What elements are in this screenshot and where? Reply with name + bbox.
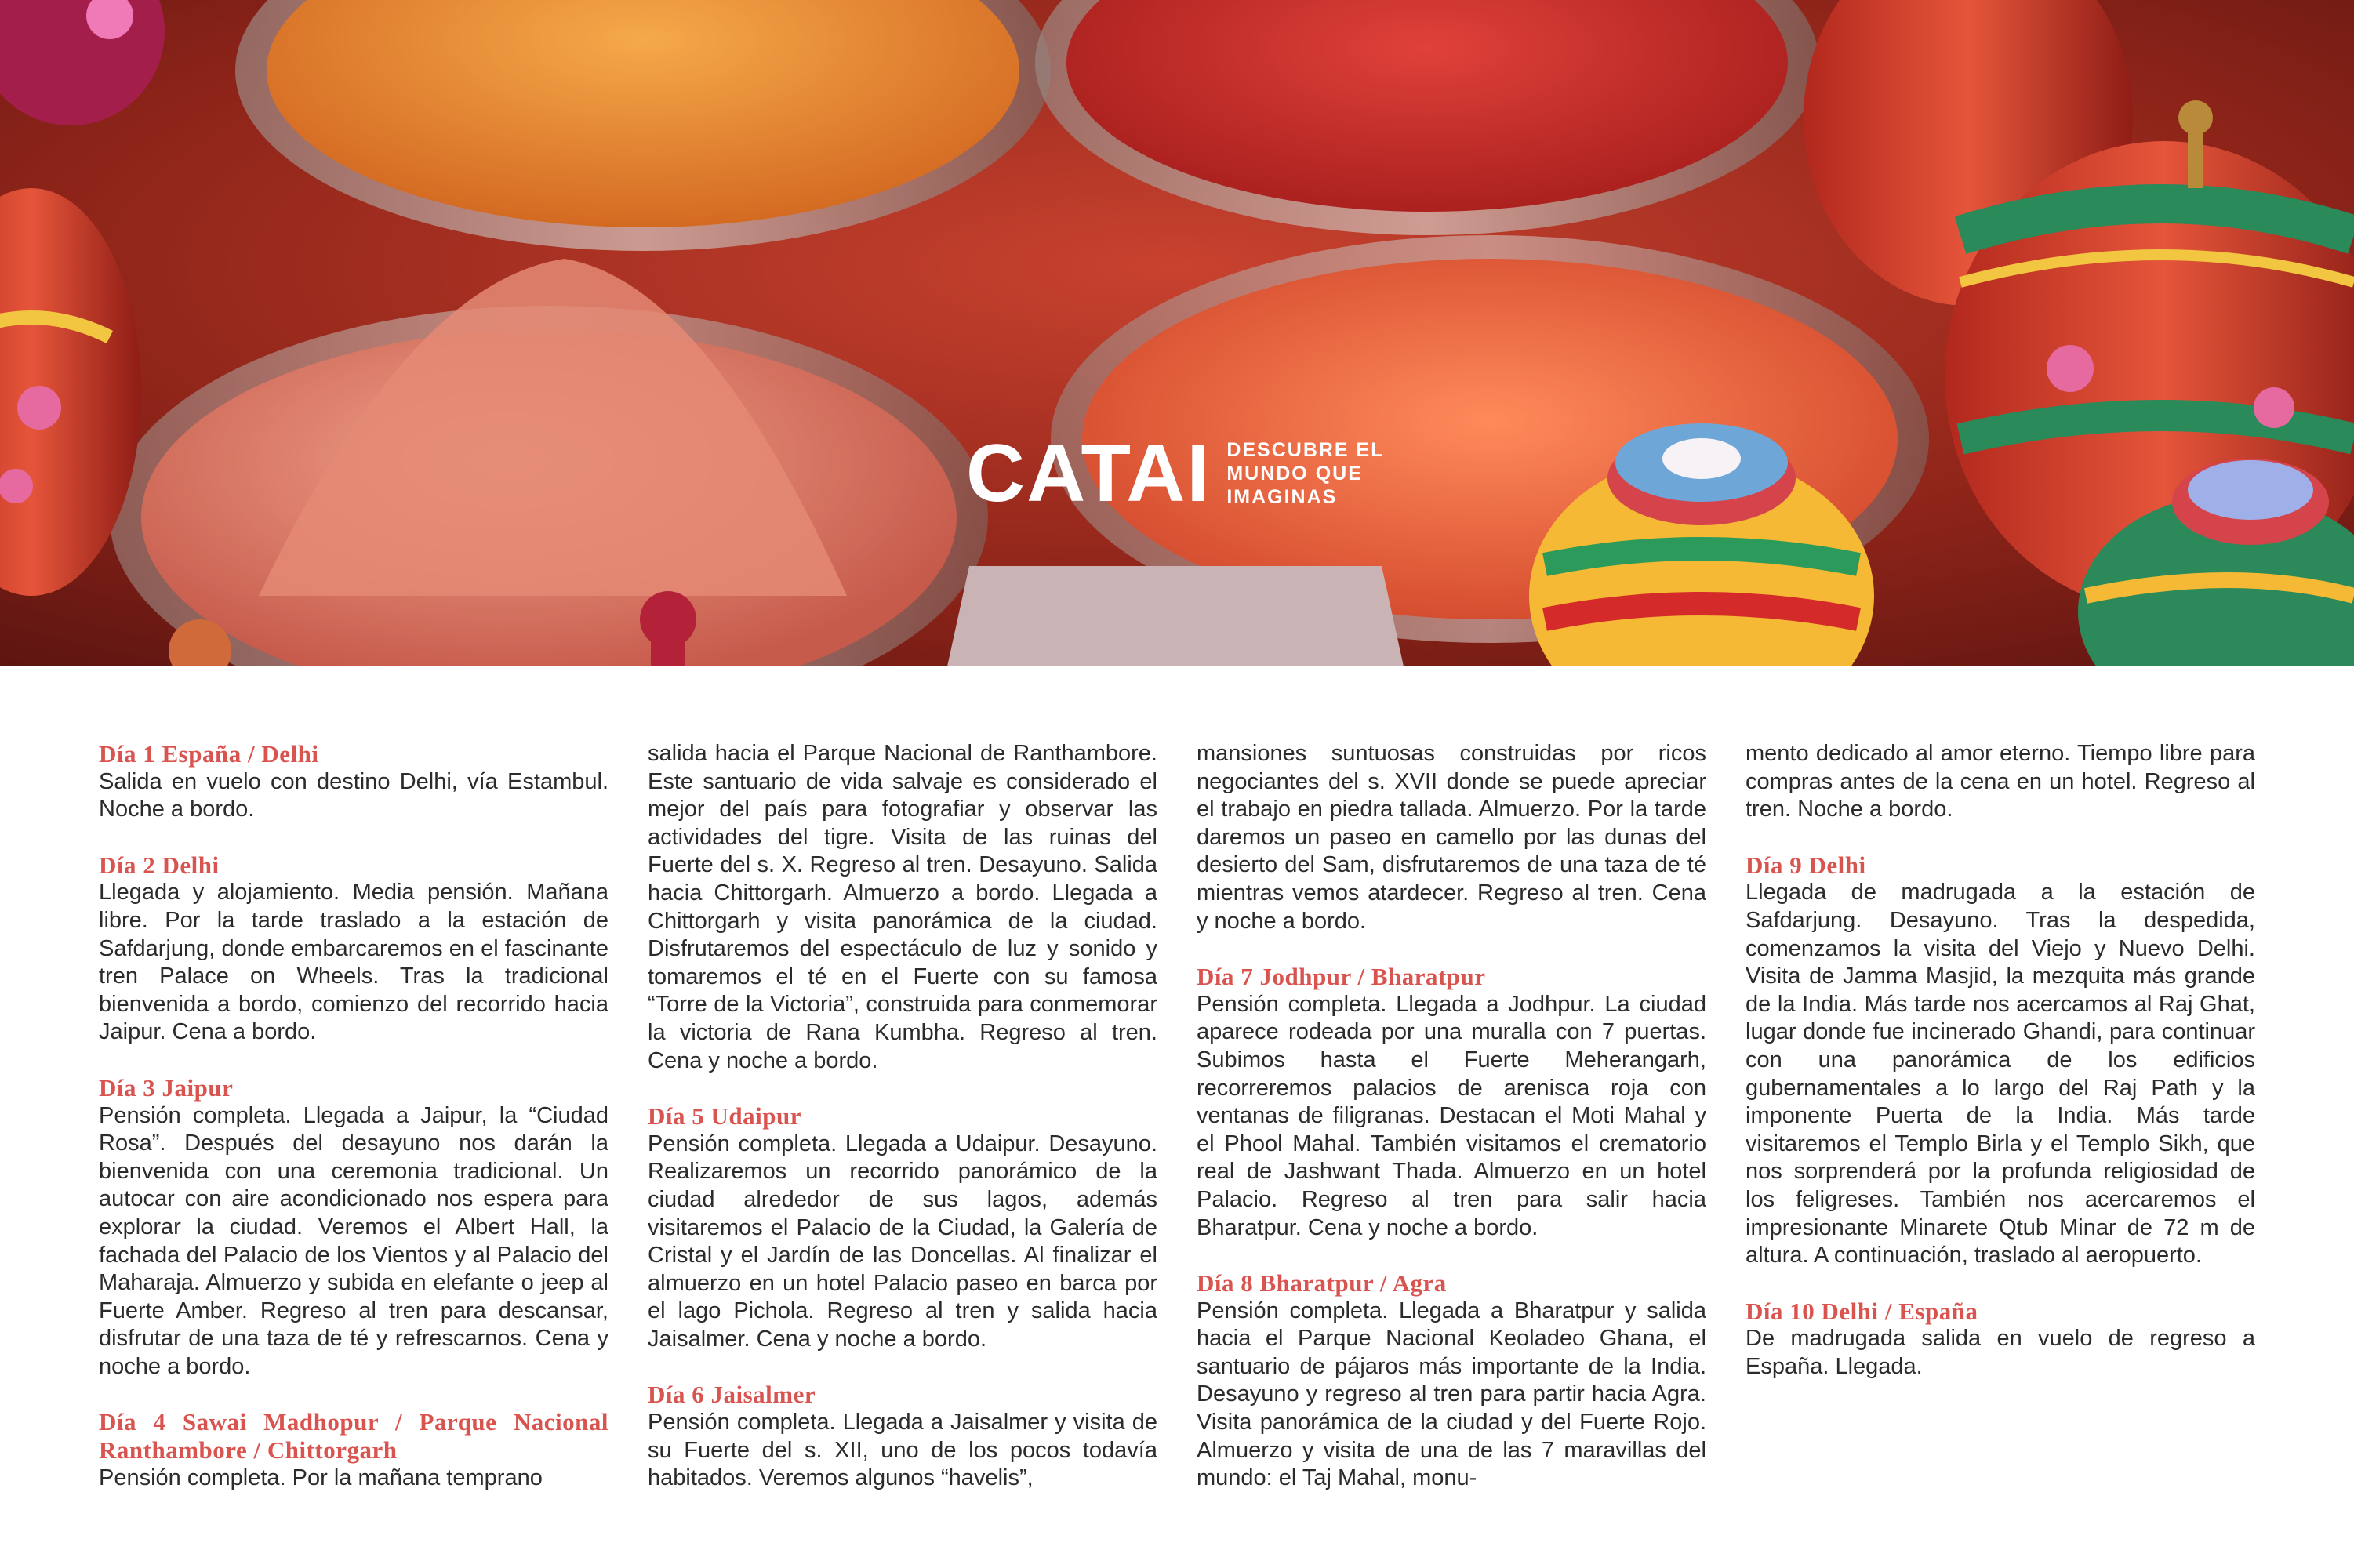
- day-description: Pensión completa. Llegada a Bharatpur y salida hacia el Parque Nacional Keoladeo Ghana, el santuario de pájaros más importante de la India. Desayuno y regreso al tren para partir hacia Agra. Visita panorámica de la ciudad y del Fuerte Rojo. Almuerzo y visita de una de las 7 maravillas del mundo: el Taj Mahal, monu-: [1197, 1298, 1706, 1491]
- tagline-line-2: MUNDO QUE: [1226, 463, 1363, 485]
- day-title: Día 1 España / Delhi: [99, 740, 319, 768]
- day-description: Pensión completa. Llegada a Jaipur, la “Ciudad Rosa”. Después del desayuno nos darán la bienvenida con una ceremonia tradicional. Un autocar con aire acondicionado nos espera para explorar la ciudad. Veremos el Albert Hall, la fachada del Palacio de los Vientos y al Palacio del Maharaja. Almuerzo y subida en elefante o jeep al Fuerte Amber. Regreso al tren para descansar, disfrutar de una taza de té y refrescarnos. Cena y noche a bordo.: [99, 1102, 608, 1379]
- day-entry: [99, 1408, 608, 1492]
- day-entry: [99, 851, 608, 1047]
- day-entry: [99, 740, 608, 824]
- day-entry: [1197, 963, 1706, 1242]
- day-description: Pensión completa. Llegada a Jodhpur. La ciudad aparece rodeada por una muralla con 7 puertas. Subimos hasta el Fuerte Meherangarh, recorreremos palacios de arenisca roja con ventanas de filigranas. Destacan el Moti Mahal y el Phool Mahal. También visitamos el crematorio real de Jashwant Thada. Almuerzo en un hotel Palacio. Regreso al tren para salir hacia Bharatpur. Cena y noche a bordo.: [1197, 991, 1706, 1240]
- day-description-continued: salida hacia el Parque Nacional de Ranthambore. Este santuario de vida salvaje es considerado el mejor del país para fotografiar y observar las actividades del tigre. Visita de las ruinas del Fuerte del s. X. Regreso al tren. Desayuno. Salida hacia Chittorgarh. Almuerzo a bordo. Llegada a Chittorgarh y visita panorámica de la ciudad. Disfrutaremos del espectáculo de luz y sonido y tomaremos el té en el Fuerte con su famosa “Torre de la Victoria”, construida para conmemorar la victoria de Rana Kumbha. Regreso al tren. Cena y noche a bordo.: [648, 741, 1157, 1073]
- day-description: Llegada de madrugada a la estación de Safdarjung. Desayuno. Tras la despedida, comenzamos la visita del Viejo y Nuevo Delhi. Visita de Jamma Masjid, la mezquita más grande de la India. Más tarde nos acercamos al Raj Ghat, lugar donde fue incinerado Ghandi, para continuar con una panorámica de los edificios gubernamentales a lo largo del Raj Path y la imponente Puerta de la India. Más tarde visitaremos el Templo Birla y el Templo Sikh, que nos sorprenderá por la profunda religiosidad de los feligreses. También nos acercaremos el impresionante Minarete Qtub Minar de 72 m de altura. A continuación, traslado al aeropuerto.: [1746, 880, 2255, 1269]
- day-title: Día 10 Delhi / España: [1746, 1297, 1978, 1325]
- itinerary-column-2: [648, 740, 1157, 1520]
- day-entry: [1746, 1298, 2255, 1381]
- day-title: Día 9 Delhi: [1746, 851, 1866, 879]
- day-entry: [1197, 1269, 1706, 1493]
- day-description: Llegada y alojamiento. Media pensión. Mañana libre. Por la tarde traslado a la estación de Safdarjung, donde embarcaremos en el fascinante tren Palace on Wheels. Tras la tradicional bienvenida a bordo, comienzo del recorrido hacia Jaipur. Cena a bordo.: [99, 880, 608, 1045]
- itinerary-column-4: [1746, 740, 2255, 1408]
- day-description: Pensión completa. Por la mañana temprano: [99, 1465, 543, 1490]
- day-description-continued: mansiones suntuosas construidas por ricos negociantes del s. XVII donde se puede apreciar el trabajo en piedra tallada. Almuerzo. Por la tarde daremos un paseo en camello por las dunas del desierto del Sam, disfrutaremos de una taza de té mientras vemos atardecer. Regreso al tren. Cena y noche a bordo.: [1197, 741, 1706, 934]
- day-title: Día 5 Udaipur: [648, 1102, 801, 1131]
- day-entry: [1746, 851, 2255, 1270]
- day-title: Día 8 Bharatpur / Agra: [1197, 1269, 1447, 1298]
- day-title: Día 4 Sawai Madhopur / Parque Nacional Ranthambore / Chittorgarh: [99, 1408, 608, 1465]
- day-entry: [648, 1381, 1157, 1492]
- itinerary-column-1: [99, 740, 608, 1519]
- day-entry: [648, 1102, 1157, 1353]
- catai-logo: CATAI: [966, 428, 1212, 519]
- brand-tagline: [1226, 438, 1384, 509]
- page-tab-shape: [947, 566, 1404, 666]
- tagline-line-1: DESCUBRE EL: [1226, 439, 1385, 461]
- day-title: Día 2 Delhi: [99, 851, 220, 879]
- day-title: Día 7 Jodhpur / Bharatpur: [1197, 963, 1486, 991]
- day-entry: [99, 1074, 608, 1381]
- itinerary-columns: [99, 740, 2255, 1524]
- tagline-line-3: IMAGINAS: [1226, 486, 1338, 508]
- day-description: Pensión completa. Llegada a Jaisalmer y visita de su Fuerte del s. XII, uno de los pocos todavía habitados. Veremos algunos “havelis”,: [648, 1410, 1157, 1491]
- catai-brand: [966, 428, 1385, 519]
- day-title: Día 3 Jaipur: [99, 1073, 234, 1102]
- itinerary-column-3: [1197, 740, 1706, 1520]
- day-description: Salida en vuelo con destino Delhi, vía Estambul. Noche a bordo.: [99, 768, 608, 822]
- day-description: De madrugada salida en vuelo de regreso a España. Llegada.: [1746, 1326, 2255, 1379]
- day-description: Pensión completa. Llegada a Udaipur. Desayuno. Realizaremos un recorrido panorámico de la ciudad alrededor de sus lagos, además visitaremos el Palacio de la Ciudad, la Galería de Cristal y el Jardín de las Doncellas. Al finalizar el almuerzo en un hotel Palacio paseo en barca por el lago Pichola. Regreso al tren y salida hacia Jaisalmer. Cena y noche a bordo.: [648, 1131, 1157, 1352]
- day-title: Día 6 Jaisalmer: [648, 1381, 816, 1409]
- day-description-continued: mento dedicado al amor eterno. Tiempo libre para compras antes de la cena en un hotel. Regreso al tren. Noche a bordo.: [1746, 741, 2255, 822]
- hero-photo: [0, 0, 2354, 666]
